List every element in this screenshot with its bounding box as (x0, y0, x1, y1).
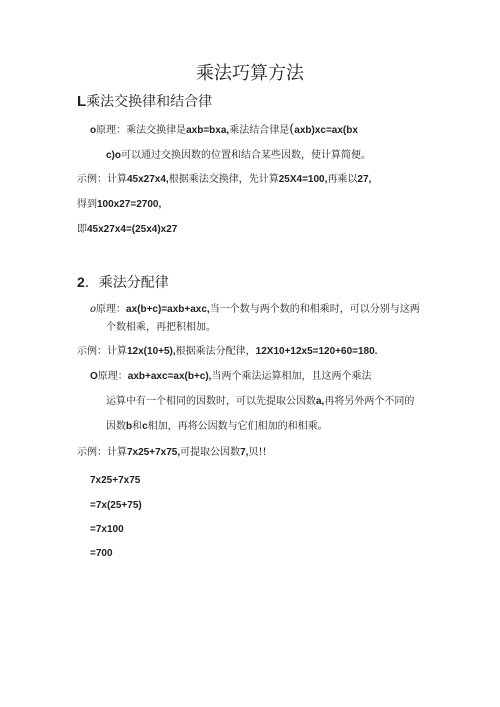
section2-principle2-line1: O原理：axb+axc=ax(b+c),当两个乘法运算相加，且这两个乘法 (90, 371, 372, 382)
calc-step-4: =700 (90, 548, 113, 559)
section1-example-line2: 得到100x27=2700, (77, 199, 162, 210)
section2-number: 2 (77, 274, 85, 290)
section2-principle2-line2: 运算中有一个相同的因数时，可以先提取公因数a,再将另外两个不同的 (106, 396, 415, 407)
section2-principle1-line1: o原理：ax(b+c)=axb+axc,当一个数与两个数的和相乘时，可以分别与这两 (90, 304, 420, 315)
calc-step-1: 7x25+7x75 (90, 475, 141, 486)
section2-heading-text: ．乘法分配律 (84, 275, 169, 291)
section1-number: L (77, 93, 87, 110)
section1-example-line3: 即45x27x4=(25x4)x27 (77, 224, 178, 235)
section1-heading-text: 乘法交换律和结合律 (86, 94, 213, 110)
section2-principle1-line2: 个数相乘，再把积相加。 (106, 322, 216, 333)
section2-example2: 示例：计算7x25+7x75,可提取公因数7,贝!! (77, 447, 267, 458)
section2-heading (77, 272, 169, 293)
section1-principle-line1: o原理：乘法交换律是axb=bxa,乘法结合律是(axb)xc=ax(bx (90, 122, 358, 137)
section1-principle-line2: c)o可以通过交换因数的位置和结合某些因数，使计算简便。 (106, 150, 371, 161)
calc-step-3: =7x100 (90, 524, 124, 535)
page-title: 乘法巧算方法 (196, 63, 304, 84)
section2-principle2-line3: 因数b和c相加，再将公因数与它们相加的和相乘。 (106, 421, 328, 432)
calc-step-2: =7x(25+75) (90, 500, 142, 511)
section1-example-line1: 示例：计算45x27x4,根据乘法交换律，先计算25X4=100,再乘以27, (77, 174, 372, 185)
section2-example1: 示例：计算12x(10+5),根据乘法分配律，12X10+12x5=120+60=180. (77, 346, 378, 357)
section1-heading (77, 92, 212, 112)
